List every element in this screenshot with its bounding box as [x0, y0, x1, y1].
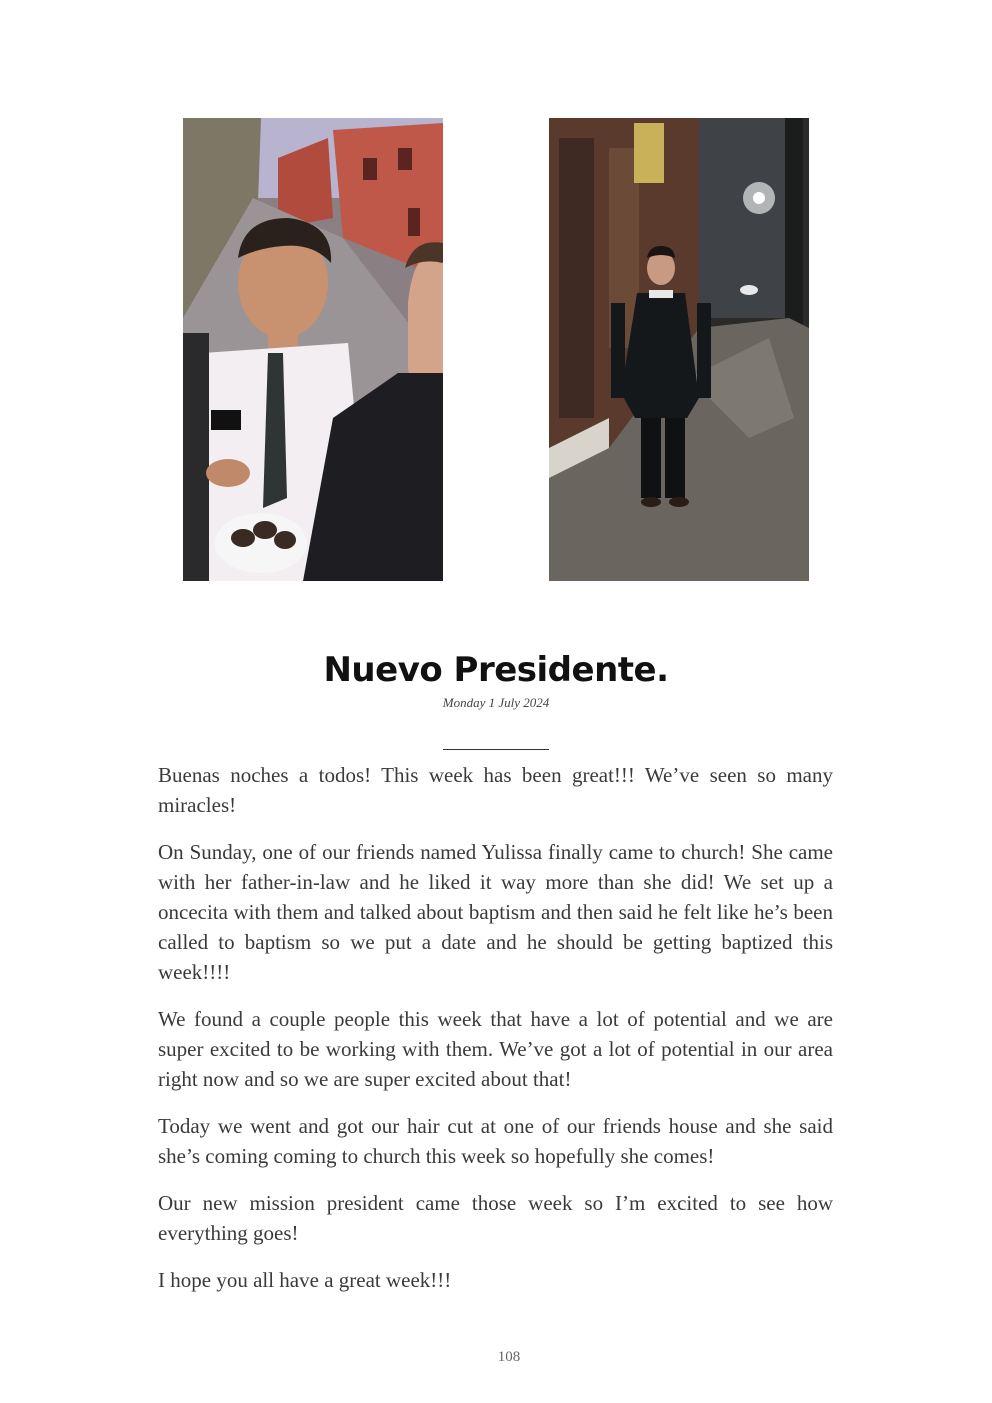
- paragraph: On Sunday, one of our friends named Yulissa finally came to church! She came with her father-in-law and he liked it way more than she did! We set up a oncecita with them and talked about baptism and then said he felt like he’s been called to baptism so we put a date and he should be getting baptized this week!!!!: [158, 840, 833, 984]
- paragraph: We found a couple people this week that have a lot of potential and we are super excited to be working with them. We’ve got a lot of potential in our area right now and so we are super excited about that!: [158, 1007, 833, 1091]
- paragraph: Buenas noches a todos! This week has been great!!! We’ve seen so many miracles!: [158, 763, 833, 817]
- paragraph: Our new mission president came those week so I’m excited to see how everything goes!: [158, 1191, 833, 1245]
- page-title: Nuevo Presidente.: [323, 650, 669, 690]
- divider-rule: [443, 749, 549, 750]
- post-date: Monday 1 July 2024: [442, 695, 550, 710]
- photo-missionary-in-rain: [549, 118, 809, 581]
- page-number: 108: [497, 1349, 521, 1365]
- photo-selfie-with-plate: [183, 118, 443, 581]
- paragraph: Today we went and got our hair cut at one of our friends house and she said she’s coming coming to church this week so hopefully she comes!: [158, 1114, 833, 1168]
- paragraph: I hope you all have a great week!!!: [158, 1268, 452, 1292]
- article-body: [158, 760, 833, 1312]
